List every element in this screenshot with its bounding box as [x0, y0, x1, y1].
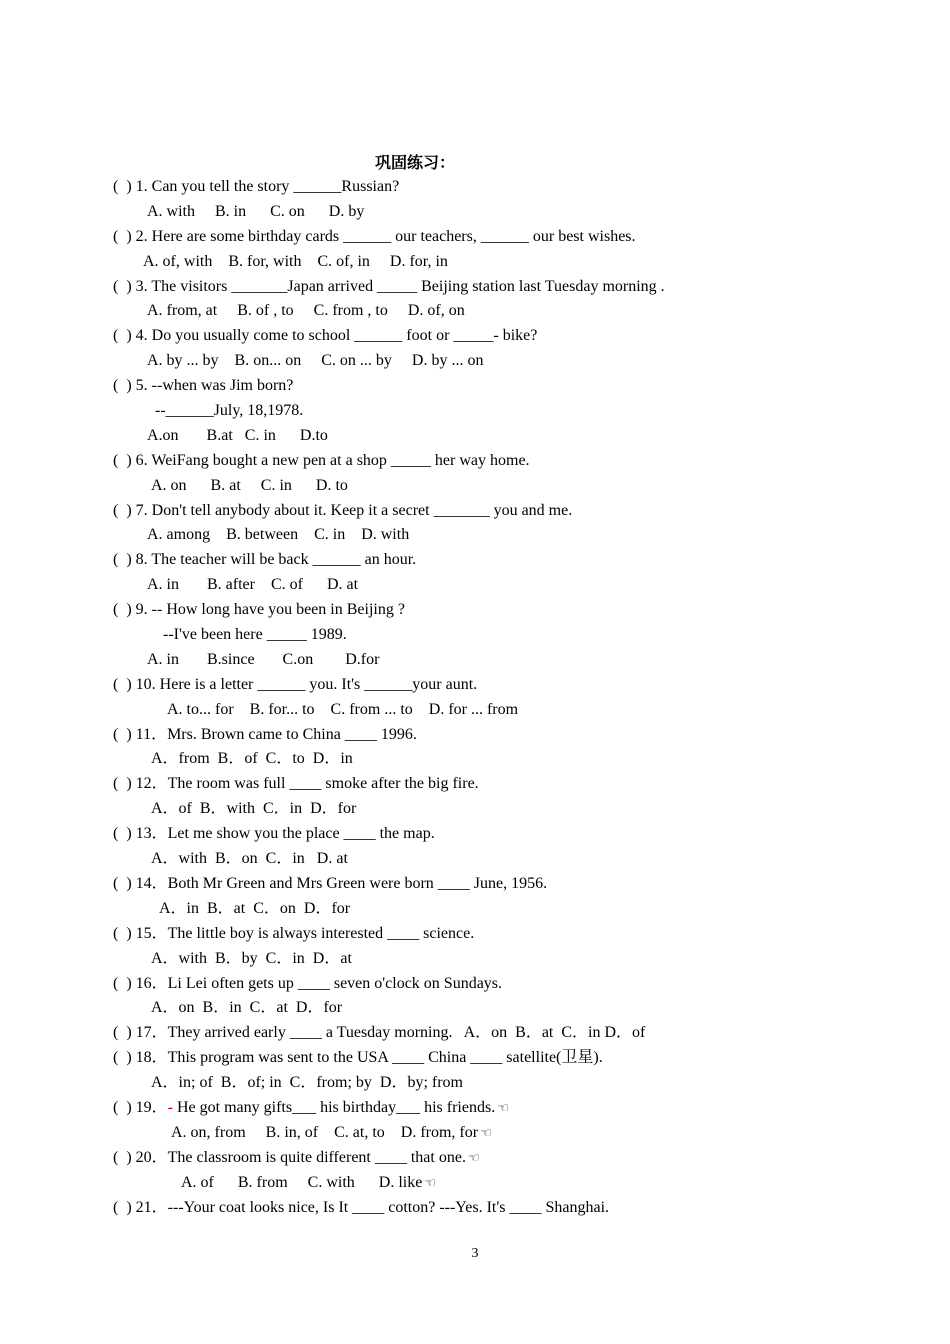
exercise-line [0, 772, 950, 797]
exercise-line [0, 1121, 950, 1146]
exercise-line [0, 723, 950, 748]
exercise-line [0, 1171, 950, 1196]
exercise-line [0, 523, 950, 548]
hand-pointer-icon: ☜ [467, 1149, 480, 1165]
exercise-line [0, 299, 950, 324]
exercise-line [0, 374, 950, 399]
page-number: 3 [471, 1246, 479, 1261]
exercise-line [0, 548, 950, 573]
exercise-line-text: A. of, with B. for, with C. of, in D. for, in [143, 252, 448, 270]
exercise-line [0, 996, 950, 1021]
exercise-line [0, 747, 950, 772]
exercise-line [0, 648, 950, 673]
exercise-line [0, 922, 950, 947]
exercise-line-text: ( ) 15．The little boy is always interested ____ science. [113, 924, 475, 942]
exercise-line-text: ( ) 1. Can you tell the story ______Russian? [113, 178, 400, 195]
red-dash-mark: - [167, 1098, 177, 1116]
exercise-line [0, 1096, 950, 1121]
exercise-line [0, 673, 950, 698]
exercise-line [0, 399, 950, 424]
exercise-line-text: ( ) 11．Mrs. Brown came to China ____ 1996. [113, 725, 417, 743]
exercise-line-text: ( ) 8. The teacher will be back ______ an hour. [113, 551, 417, 569]
exercise-line-text: A．with B．by C．in D．at [151, 949, 352, 967]
exercise-line [0, 200, 950, 225]
exercise-line [0, 972, 950, 997]
exercise-line [0, 449, 950, 474]
question-number: ( ) 19． [113, 1098, 168, 1116]
exercise-line [0, 424, 950, 449]
exercise-line [0, 698, 950, 723]
exercise-line-text: A. among B. between C. in D. with [147, 526, 410, 544]
exercise-line-text: A. on B. at C. in D. to [151, 476, 348, 494]
exercise-line-text: A. with B. in C. on D. by [147, 202, 365, 220]
exercise-line-text: ( ) 5. --when was Jim born? [113, 377, 294, 395]
exercise-line [0, 1021, 950, 1046]
exercise-line-text: ( ) 3. The visitors _______Japan arrived _____ Beijing station last Tuesday morning . [113, 277, 665, 295]
exercise-line-text: A．in; of B．of; in C．from; by D．by; from [151, 1074, 463, 1092]
exercise-line [0, 175, 950, 200]
exercise-line [0, 573, 950, 598]
exercise-line [0, 349, 950, 374]
exercise-line-text: He got many gifts___ his birthday___ his friends. [177, 1098, 496, 1116]
exercise-line-text: ( ) 21．---Your coat looks nice, Is It ____ cotton? ---Yes. It's ____ Shanghai. [113, 1198, 610, 1216]
exercise-line [0, 897, 950, 922]
exercise-line-text: ( ) 18．This program was sent to the USA ____ China ____ satellite(卫星). [113, 1049, 603, 1067]
exercise-line-text: A. by ... by B. on... on C. on ... by D. by ... on [147, 352, 484, 370]
exercise-line-text: A. to... for B. for... to C. from ... to D. for ... from [167, 700, 519, 718]
exercise-line [0, 1196, 950, 1221]
exercise-line [0, 474, 950, 499]
hand-pointer-icon: ☜ [424, 1174, 436, 1190]
exercise-line [0, 822, 950, 847]
exercise-line-text: A．with B．on C．in D. at [151, 850, 348, 868]
exercise-line-text: A.on B.at C. in D.to [147, 426, 328, 444]
exercise-line [0, 1146, 950, 1171]
exercise-line-text: A．of B．with C．in D．for [151, 800, 357, 818]
exercise-line [0, 499, 950, 524]
exercise-line-text: --I've been here _____ 1989. [163, 626, 347, 644]
exercise-line [0, 1046, 950, 1071]
exercise-line-text: ( ) 20．The classroom is quite different ____ that one. [113, 1148, 466, 1166]
exercise-line-text: ( ) 12．The room was full ____ smoke after the big fire. [113, 775, 479, 793]
exercise-line-text: ( ) 9. -- How long have you been in Beijing ? [113, 601, 405, 619]
exercise-line-text: ( ) 2. Here are some birthday cards ______ our teachers, ______ our best wishes. [113, 227, 636, 245]
exercise-line-text: A. on, from B. in, of C. at, to D. from, for [171, 1123, 479, 1141]
exercise-line-text: A. of B. from C. with D. like [181, 1173, 423, 1191]
exercise-line [0, 324, 950, 349]
hand-pointer-icon: ☜ [497, 1099, 509, 1115]
exercise-line-text: ( ) 13．Let me show you the place ____ the map. [113, 825, 435, 843]
exercise-line-text: ( ) 7. Don't tell anybody about it. Keep it a secret _______ you and me. [113, 501, 573, 519]
exercise-line-text: A. in B.since C.on D.for [147, 650, 380, 668]
page-title: 巩固练习： [374, 153, 455, 172]
exercise-line [0, 623, 950, 648]
exercise-line [0, 947, 950, 972]
exercise-line-text: ( ) 4. Do you usually come to school ______ foot or _____- bike? [113, 327, 538, 345]
exercise-line-text: ( ) 10. Here is a letter ______ you. It's ______your aunt. [113, 675, 478, 693]
exercise-line [0, 872, 950, 897]
exercise-line [0, 847, 950, 872]
exercise-line-text: ( ) 16．Li Lei often gets up ____ seven o'clock on Sundays. [113, 974, 503, 992]
exercise-line [0, 250, 950, 275]
exercise-line-text: ( ) 6. WeiFang bought a new pen at a shop _____ her way home. [113, 451, 530, 469]
exercise-line [0, 1071, 950, 1096]
exercise-line-text: A. from, at B. of , to C. from , to D. of, on [147, 302, 465, 320]
exercise-line [0, 275, 950, 300]
exercise-line-text: --______July, 18,1978. [155, 402, 304, 420]
exercise-line-text: A．from B．of C．to D．in [151, 750, 353, 768]
exercise-line-text: ( ) 14．Both Mr Green and Mrs Green were born ____ June, 1956. [113, 874, 548, 892]
exercise-list [0, 175, 950, 1220]
exercise-line [0, 797, 950, 822]
hand-pointer-icon: ☜ [480, 1124, 492, 1140]
exercise-line-text: A．on B．in C．at D．for [151, 999, 343, 1017]
exercise-line [0, 225, 950, 250]
exercise-line-text: ( ) 17．They arrived early ____ a Tuesday morning. A．on B．at C．in D．of [113, 1024, 646, 1042]
exercise-line-text: A. in B. after C. of D. at [147, 576, 359, 594]
exercise-line-text: A．in B．at C．on D．for [159, 899, 351, 917]
exercise-line [0, 598, 950, 623]
